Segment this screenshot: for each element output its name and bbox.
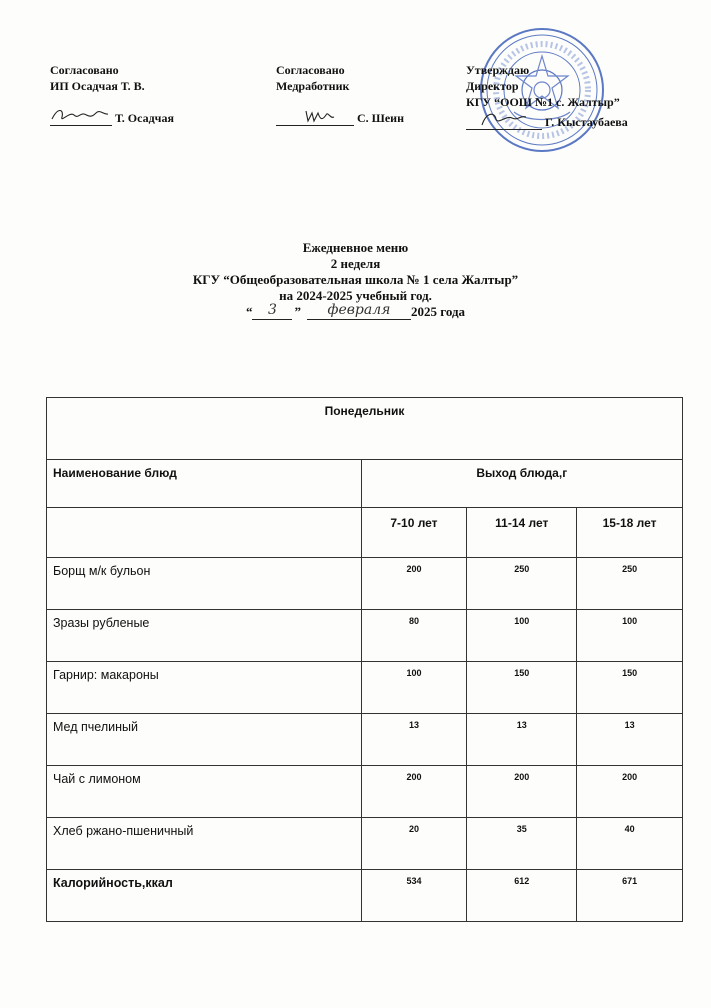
signature-icon (276, 105, 354, 127)
signer-name: Т. Осадчая (115, 111, 174, 125)
signature (276, 111, 354, 126)
approval-heading: Утверждаю (466, 63, 530, 77)
age-group-header: 11-14 лет (467, 508, 577, 558)
portion-value: 200 (361, 558, 467, 610)
empty-cell (47, 508, 362, 558)
signature (50, 111, 112, 126)
age-group-header: 15-18 лет (577, 508, 683, 558)
dish-name: Гарнир: макароны (47, 662, 362, 714)
menu-date (0, 304, 711, 320)
header-row (47, 460, 683, 508)
approval-organization: КГУ “ООШ №1 с. Жалтыр” (466, 95, 620, 109)
school-year: на 2024-2025 учебный год. (279, 288, 432, 303)
date-year: 2025 года (410, 304, 466, 319)
dish-name: Зразы рубленые (47, 610, 362, 662)
portion-value: 100 (577, 610, 683, 662)
portion-value: 13 (577, 714, 683, 766)
date-month: февраля (327, 302, 391, 318)
calories-value: 534 (361, 870, 467, 922)
school-name: КГУ “Общеобразовательная школа № 1 села Жалтыр” (192, 272, 519, 287)
approval-block-entrepreneur (50, 62, 174, 126)
signature-icon (50, 105, 112, 127)
approval-heading: Согласовано (276, 63, 345, 77)
signature (466, 115, 542, 130)
signer-name: Г. Кыстаубаева (545, 115, 628, 129)
approval-role: Медработник (276, 79, 350, 93)
portion-value: 200 (361, 766, 467, 818)
table-row (47, 766, 683, 818)
approval-role: ИП Осадчая Т. В. (50, 79, 145, 93)
menu-table (46, 397, 683, 922)
age-group-header: 7-10 лет (361, 508, 467, 558)
approval-role: Директор (466, 79, 519, 93)
date-month-field (307, 304, 411, 320)
portion-value: 35 (467, 818, 577, 870)
menu-title: Ежедневное меню (302, 240, 409, 255)
dish-name: Мед пчелиный (47, 714, 362, 766)
age-header-row (47, 508, 683, 558)
approval-block-director (466, 62, 628, 130)
signature-icon (466, 109, 542, 131)
portion-value: 150 (577, 662, 683, 714)
calories-row (47, 870, 683, 922)
approval-block-medic (276, 62, 404, 126)
portion-value: 13 (467, 714, 577, 766)
table-row (47, 558, 683, 610)
portion-value: 200 (577, 766, 683, 818)
portion-value: 200 (467, 766, 577, 818)
date-open-quote: “ (245, 304, 253, 319)
column-header-output: Выход блюда,г (361, 460, 682, 508)
signer-name: С. Шеин (357, 111, 404, 125)
table-row (47, 662, 683, 714)
calories-label: Калорийность,ккал (47, 870, 362, 922)
day-of-week: Понедельник (47, 398, 683, 460)
portion-value: 100 (361, 662, 467, 714)
dish-name: Хлеб ржано-пшеничный (47, 818, 362, 870)
portion-value: 40 (577, 818, 683, 870)
portion-value: 20 (361, 818, 467, 870)
week-label: 2 неделя (330, 256, 381, 271)
portion-value: 13 (361, 714, 467, 766)
day-row (47, 398, 683, 460)
portion-value: 250 (467, 558, 577, 610)
dish-name: Чай с лимоном (47, 766, 362, 818)
calories-value: 671 (577, 870, 683, 922)
dish-name: Борщ м/к бульон (47, 558, 362, 610)
column-header-dish: Наименование блюд (47, 460, 362, 508)
menu-title-block (0, 240, 711, 320)
portion-value: 80 (361, 610, 467, 662)
approval-heading: Согласовано (50, 63, 119, 77)
portion-value: 100 (467, 610, 577, 662)
date-day: 3 (268, 302, 277, 318)
portion-value: 150 (467, 662, 577, 714)
date-day-field (252, 304, 292, 320)
table-row (47, 610, 683, 662)
table-row (47, 818, 683, 870)
date-close-quote: ” (294, 304, 301, 319)
portion-value: 250 (577, 558, 683, 610)
table-row (47, 714, 683, 766)
calories-value: 612 (467, 870, 577, 922)
